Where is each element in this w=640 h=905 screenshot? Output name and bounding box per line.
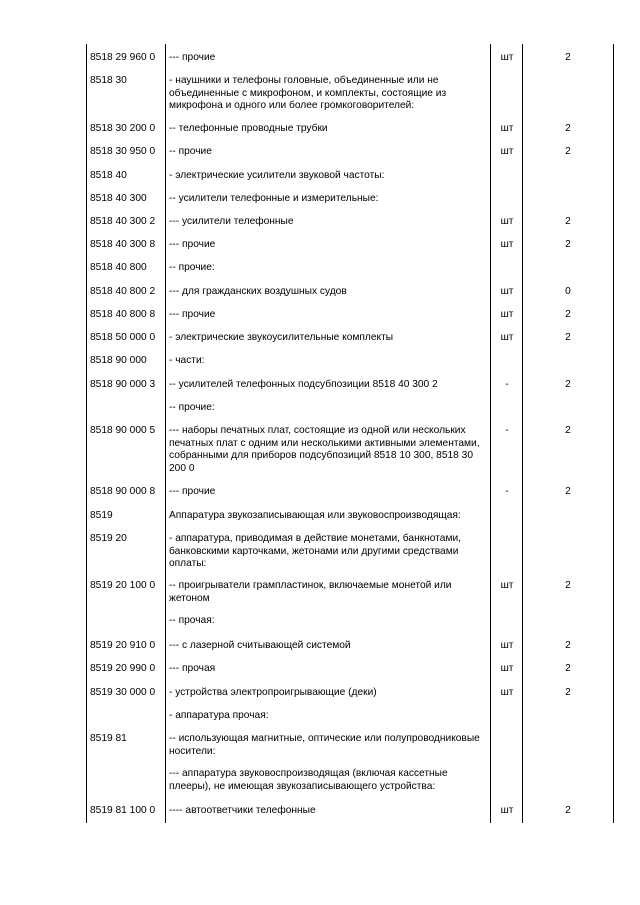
row-value: 2 <box>565 425 571 436</box>
row-unit: шт <box>500 146 514 157</box>
row-code: 8519 81 100 0 <box>90 805 156 816</box>
column-divider <box>522 44 523 823</box>
row-description: - электрические усилители звуковой частоты: <box>169 170 385 181</box>
row-description: --- прочие <box>169 309 216 320</box>
row-value: 0 <box>565 286 571 297</box>
row-description: -- прочие <box>169 146 212 157</box>
row-value: 2 <box>565 580 571 591</box>
row-code: 8518 40 300 8 <box>90 239 156 250</box>
row-code: 8518 30 200 0 <box>90 123 156 134</box>
row-value: 2 <box>565 663 571 674</box>
row-code: 8518 40 800 <box>90 262 147 273</box>
row-value: 2 <box>565 486 571 497</box>
row-unit: шт <box>500 805 514 816</box>
row-code: 8519 81 <box>90 733 127 744</box>
row-code: 8518 29 960 0 <box>90 52 156 63</box>
row-description: --- усилители телефонные <box>169 216 294 227</box>
row-unit: - <box>505 379 509 390</box>
row-description: --- прочие <box>169 486 216 497</box>
row-unit: - <box>505 486 509 497</box>
row-description: --- прочие <box>169 239 216 250</box>
row-unit: шт <box>500 123 514 134</box>
row-unit: шт <box>500 663 514 674</box>
row-code: 8518 90 000 3 <box>90 379 156 390</box>
row-code: 8518 40 <box>90 170 127 181</box>
row-code: 8518 40 300 2 <box>90 216 156 227</box>
row-code: 8519 20 990 0 <box>90 663 156 674</box>
row-code: 8518 30 950 0 <box>90 146 156 157</box>
row-unit: шт <box>500 239 514 250</box>
row-unit: шт <box>500 309 514 320</box>
row-description: --- с лазерной считывающей системой <box>169 640 351 651</box>
row-value: 2 <box>565 332 571 343</box>
row-description: -- проигрыватели грампластинок, включаемые монетой или жетоном <box>169 580 452 604</box>
row-value: 2 <box>565 640 571 651</box>
row-unit: шт <box>500 216 514 227</box>
row-value: 2 <box>565 52 571 63</box>
row-description: Аппаратура звукозаписывающая или звуковоспроизводящая: <box>169 510 461 521</box>
row-code: 8518 40 800 8 <box>90 309 156 320</box>
row-value: 2 <box>565 379 571 390</box>
row-code: 8519 20 <box>90 533 127 544</box>
row-unit: шт <box>500 580 514 591</box>
row-unit: - <box>505 425 509 436</box>
column-divider <box>165 44 166 823</box>
row-description: - части: <box>169 355 205 366</box>
row-description: - аппаратура, приводимая в действие монетами, банкнотами, банковскими карточками, жетонами или другими средствами оплаты: <box>169 533 461 569</box>
row-description: -- прочие: <box>169 402 215 413</box>
row-code: 8518 40 800 2 <box>90 286 156 297</box>
row-description: -- телефонные проводные трубки <box>169 123 328 134</box>
row-description: -- прочая: <box>169 615 215 626</box>
row-description: -- прочие: <box>169 262 215 273</box>
row-description: --- для гражданских воздушных судов <box>169 286 347 297</box>
column-divider <box>490 44 491 823</box>
row-code: 8519 20 910 0 <box>90 640 156 651</box>
row-description: --- прочая <box>169 663 216 674</box>
row-unit: шт <box>500 332 514 343</box>
row-description: - электрические звукоусилительные комплекты <box>169 332 394 343</box>
row-code: 8518 30 <box>90 75 127 86</box>
row-unit: шт <box>500 286 514 297</box>
row-unit: шт <box>500 52 514 63</box>
row-code: 8518 90 000 5 <box>90 425 156 436</box>
row-description: - устройства электропроигрывающие (деки) <box>169 687 377 698</box>
row-description: -- усилители телефонные и измерительные: <box>169 193 379 204</box>
row-code: 8518 90 000 <box>90 355 147 366</box>
row-value: 2 <box>565 216 571 227</box>
row-code: 8519 <box>90 510 113 521</box>
row-value: 2 <box>565 146 571 157</box>
row-description: --- аппаратура звуковоспроизводящая (включая кассетные плееры), не имеющая звукозаписывающего устройства: <box>169 768 448 792</box>
column-divider <box>86 44 87 823</box>
row-value: 2 <box>565 309 571 320</box>
row-description: --- прочие <box>169 52 216 63</box>
row-description: -- использующая магнитные, оптические или полупроводниковые носители: <box>169 733 480 757</box>
row-value: 2 <box>565 687 571 698</box>
row-code: 8518 40 300 <box>90 193 147 204</box>
row-description: - аппаратура прочая: <box>169 710 269 721</box>
row-description: ---- автоответчики телефонные <box>169 805 316 816</box>
row-code: 8519 30 000 0 <box>90 687 156 698</box>
row-description: - наушники и телефоны головные, объединенные или не объединенные с микрофоном, и комплекты, состоящие из микрофона и одного или более громкоговорителей: <box>169 75 447 111</box>
row-value: 2 <box>565 805 571 816</box>
row-code: 8518 50 000 0 <box>90 332 156 343</box>
row-unit: шт <box>500 640 514 651</box>
row-code: 8519 20 100 0 <box>90 580 156 591</box>
row-value: 2 <box>565 123 571 134</box>
row-description: --- наборы печатных плат, состоящие из одной или нескольких печатных плат с одним или несколькими активными элементами, собранными для приборов подсубпозиций 8518 10 300, 8518 30 200 0 <box>169 425 480 474</box>
row-value: 2 <box>565 239 571 250</box>
row-code: 8518 90 000 8 <box>90 486 156 497</box>
row-unit: шт <box>500 687 514 698</box>
column-divider <box>613 44 614 823</box>
row-description: -- усилителей телефонных подсубпозиции 8518 40 300 2 <box>169 379 438 390</box>
